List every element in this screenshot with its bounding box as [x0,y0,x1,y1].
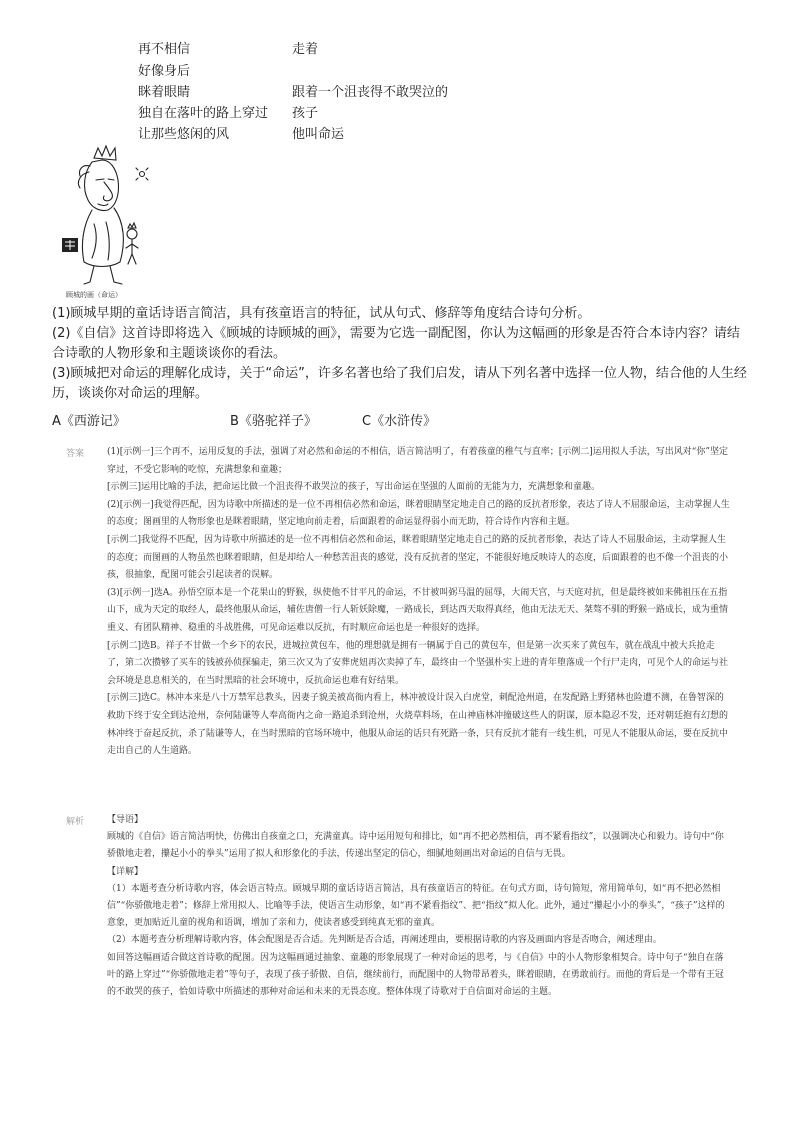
analysis-label: 解析 [66,817,85,827]
sketch-illustration-icon [54,144,158,304]
poem-line: 他叫命运 [292,127,345,142]
analysis-paragraph: （1）本题考查分析诗歌内容，体会语言特点。顾城早期的童话诗语言简洁，具有孩童语言的特征。在句式方面，诗句简短，常用简单句，如“再不把必然相信”“你骄傲地走着”；修辞上常用拟人、比喻等手法，使语言生动形象，如“再不紧看指纹”、把“指纹”拟人化。此外，通过“攥起小小的拳头”，“孩子”这样的意象，更加贴近儿童的视角和语调，增加了亲和力，使读者感受到纯真无邪的童真。 [107,883,725,929]
figure-caption: 顾城的画（命运） [66,291,122,299]
analysis-paragraph: （2）本题考查分析理解诗歌内容，体会配图是否合适。先判断是否合适，再阐述理由，要根据诗歌的内容及画面内容是否吻合，阐述理由。 [107,935,662,946]
poem-line: 孩子 [292,106,319,121]
questions-block [52,304,752,404]
question-3: (3)顾城把对命运的理解化成诗，关于“命运”，许多名著也给了我们启发，请从下列名著中选择一位人物，结合他的人生经历，谈谈你对命运的理解。 [52,366,747,401]
answer-label: 答案 [66,449,85,459]
analysis-paragraph: 顾城的《自信》语言简洁明快，仿佛出自孩童之口，充满童真。诗中运用短句和排比，如“再不把必然相信，再不紧看指纹”，以强调决心和毅力。诗句中“你骄傲地走着，攥起小小的拳头”运用了拟人和形象化的手法，传递出坚定的信心，细腻地刻画出对命运的自信与无畏。 [107,832,724,860]
answer-paragraph: [示例三]选C。林冲本来是八十万禁军总教头，因妻子貌美被高衙内看上，林冲被设计误入白虎堂，刺配沧州道，在发配路上野猪林也险遭不测，在鲁智深的救助下终于安全到达沧州，奈何陆谦等人奉高衙内之命一路追杀到沧州，火烧草料场，在山神庙林冲撞破这些人的阴谋，原本隐忍不发，还对朝廷抱有幻想的林冲终于奋起反抗，杀了陆谦等人，在当时黑暗的官场环境中，他服从命运的话只有死路一条，只有反抗才能有一线生机，可见人不能服从命运，要在反抗中走出自己的人生道路。 [107,693,729,757]
analysis-block [107,812,732,1001]
analysis-heading: 【导语】 [107,815,144,825]
answer-paragraph: (2)[示例一]我觉得匹配，因为诗歌中所描述的是一位不再相信必然和命运，眯着眼睛坚定地走自己的路的反抗者形象，表达了诗人不屈服命运，主动掌握人生的态度；图画里的人物形象也是眯着眼睛，坚定地向前走着，后面跟着的命运显得弱小而无助，符合诗作内容和主题。 [107,499,730,528]
answer-paragraph: [示例二]我觉得不匹配，因为诗歌中所描述的是一位不再相信必然和命运，眯着眼睛坚定地走自己的路的反抗者形象，表达了诗人不屈服命运，主动掌握人生的态度；而图画的人物虽然也眯着眼睛，但是却给人一种愁苦沮丧的感觉，没有反抗者的坚定，不能很好地反映诗人的态度，后面跟着的也不像一个沮丧的小孩，很抽象，配图可能会引起读者的误解。 [107,534,729,581]
poem-line: 走着 [292,42,319,57]
analysis-heading: 【详解】 [107,866,144,877]
answer-paragraph: [示例三]运用比喻的手法，把命运比做一个沮丧得不敢哭泣的孩子，写出命运在坚强的人面前的无能为力，充满想象和童趣。 [107,482,601,493]
sketch-drawing [54,144,158,290]
answer-paragraph: (1)[示例一]三个再不，运用反复的手法，强调了对必然和命运的不相信，语言简洁明了，有着孩童的稚气与直率；[示例二]运用拟人手法，写出风对“你”坚定穿过，不受它影响的吃惊，充满想象和童趣； [107,447,728,475]
poem-line: 再不相信 [138,42,191,57]
question-1: (1)顾城早期的童话诗语言简洁，具有孩童语言的特征，试从句式、修辞等角度结合诗句分析。 [52,306,591,321]
answer-paragraph: (3)[示例一]选A。孙悟空原本是一个花果山的野猴，纵使他不甘平凡的命运，不甘被叫弼马温的屈辱，大闹天宫，与天庭对抗，但是最终被如来佛祖压在五指山下，成为天定的取经人，最终他服从命运，辅佐唐僧一行人斩妖除魔，一路成长，到达西天取得真经，他由无法无天、桀骜不驯的野猴一路成长，成为重情重义、有团队精神、稳重的斗战胜佛，可见命运难以反抗，有时顺应命运也是一种很好的选择。 [107,587,729,633]
poem-line: 眯着眼睛 [138,85,191,100]
choice-b: B《骆驼祥子》 [230,414,317,429]
answer-block [107,444,732,761]
choice-a: A《西游记》 [52,414,126,429]
poem-line: 让那些悠闲的风 [138,127,230,142]
poem-line: 好像身后 [138,64,191,79]
poem-line: 独自在落叶的路上穿过 [138,106,269,121]
answer-paragraph: [示例二]选B。祥子不甘做一个乡下的农民，进城拉黄包车，他的理想就是拥有一辆属于自己的黄包车，但是第一次买来了黄包车，就在战乱中被大兵抢走了，第二次攒够了买车的钱被孙侦探骗走，第三次又为了安葬虎妞再次卖掉了车，最终由一个坚强朴实上进的青年堕落成一个行尸走肉，可见个人的命运与社会环境是息息相关的，在当时黑暗的社会环境中，反抗命运也难有好结果。 [107,640,729,686]
question-2: (2)《自信》这首诗即将选入《顾城的诗顾城的画》，需要为它选一副配图，你认为这幅画的形象是否符合本诗内容？请结合诗歌的人物形象和主题谈谈你的看法。 [52,326,740,361]
analysis-paragraph: 如回答这幅画适合做这首诗歌的配图。因为这幅画通过抽象、童趣的形象展现了一种对命运的思考，与《自信》中的小人物形象相契合。诗中句子“独自在落叶的路上穿过”“你骄傲地走着”等句子，表现了孩子骄傲、自信，继续前行，而配图中的人物带昂着头，眯着眼睛，在勇敢前行。而他的背后是一个带有王冠的不敢哭的孩子，恰如诗歌中所描述的那种对命运和未来的无畏态度。整体体现了诗歌对于自信面对命运的主题。 [107,952,724,998]
choice-c: C《水浒传》 [362,414,437,429]
poem-line: 跟着一个沮丧得不敢哭泣的 [292,85,449,100]
